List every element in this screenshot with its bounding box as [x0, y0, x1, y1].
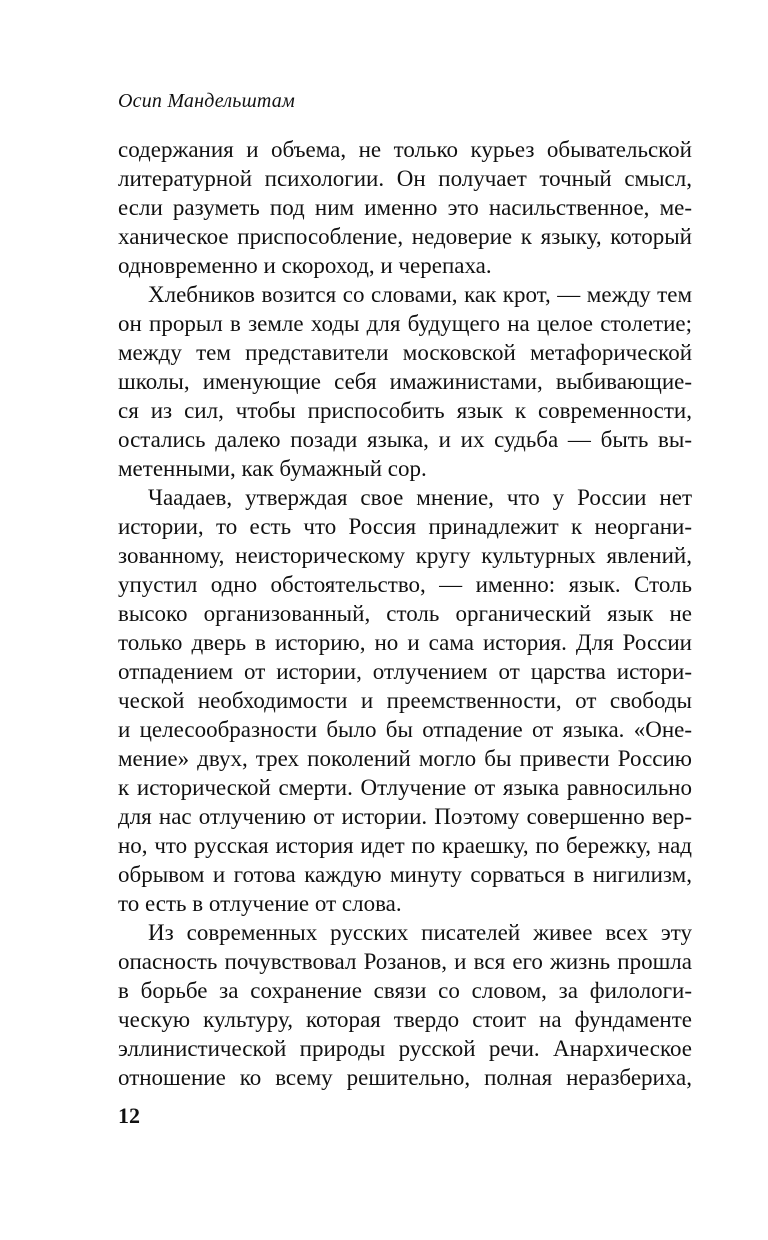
text-line: ческой необходимости и преемственности, от свободы	[118, 688, 692, 713]
body-text	[118, 135, 692, 1092]
text-line: и целесообразности было бы отпадение от языка. «Оне-	[118, 717, 692, 742]
text-line: для нас отлучению от истории. Поэтому совершенно вер-	[118, 804, 692, 829]
page-number: 12	[118, 1103, 140, 1128]
text-line: ханическое приспособление, недоверие к языку, который	[118, 224, 692, 249]
text-line: опасность почувствовал Розанов, и вся его жизнь прошла	[118, 949, 692, 974]
text-line: содержания и объема, не только курьез обывательской	[118, 137, 692, 162]
text-line: отношение ко всему решительно, полная неразбериха,	[118, 1065, 692, 1090]
text-line: то есть в отлучение от слова.	[118, 891, 402, 916]
text-line: отпадением от истории, отлучением от царства истори-	[118, 659, 692, 684]
text-line: метенными, как бумажный сор.	[118, 456, 427, 481]
text-line: между тем представители московской метафорической	[118, 340, 692, 365]
text-line: но, что русская история идет по краешку, по бережку, над	[118, 833, 692, 858]
text-line: он прорыл в земле ходы для будущего на целое столетие;	[118, 311, 692, 336]
text-line: Чаадаев, утверждая свое мнение, что у России нет	[148, 485, 692, 510]
text-line: остались далеко позади языка, и их судьба — быть вы-	[118, 427, 692, 452]
text-line: зованному, неисторическому кругу культурных явлений,	[118, 543, 692, 568]
text-line: мение» двух, трех поколений могло бы привести Россию	[118, 746, 692, 771]
text-line: упустил одно обстоятельство, — именно: язык. Столь	[118, 572, 692, 597]
text-line: школы, именующие себя имажинистами, выбивающие-	[118, 369, 692, 394]
paragraph-3	[118, 483, 692, 918]
text-line: ся из сил, чтобы приспособить язык к современности,	[118, 398, 692, 423]
paragraph-1	[118, 135, 692, 280]
text-line: литературной психологии. Он получает точный смысл,	[118, 166, 692, 191]
text-line: в борьбе за сохранение связи со словом, за филологи-	[118, 978, 692, 1003]
text-line: к исторической смерти. Отлучение от языка равносильно	[118, 775, 692, 800]
text-line: одновременно и скороход, и черепаха.	[118, 253, 492, 278]
text-line: Из современных русских писателей живее всех эту	[148, 920, 692, 945]
text-line: истории, то есть что Россия принадлежит к неоргани-	[118, 514, 692, 539]
text-line: эллинистической природы русской речи. Анархическое	[118, 1036, 692, 1061]
text-line: обрывом и готова каждую минуту сорваться в нигилизм,	[118, 862, 692, 887]
text-line: ческую культуру, которая твердо стоит на фундаменте	[118, 1007, 692, 1032]
text-line: Хлебников возится со словами, как крот, — между тем	[148, 282, 692, 307]
paragraph-2	[118, 280, 692, 483]
text-line: высоко организованный, столь органический язык не	[118, 601, 692, 626]
paragraph-4	[118, 918, 692, 1092]
text-line: если разуметь под ним именно это насильственное, ме-	[118, 195, 692, 220]
text-line: только дверь в историю, но и сама история. Для России	[118, 630, 692, 655]
running-head: Осип Мандельштам	[118, 90, 295, 112]
